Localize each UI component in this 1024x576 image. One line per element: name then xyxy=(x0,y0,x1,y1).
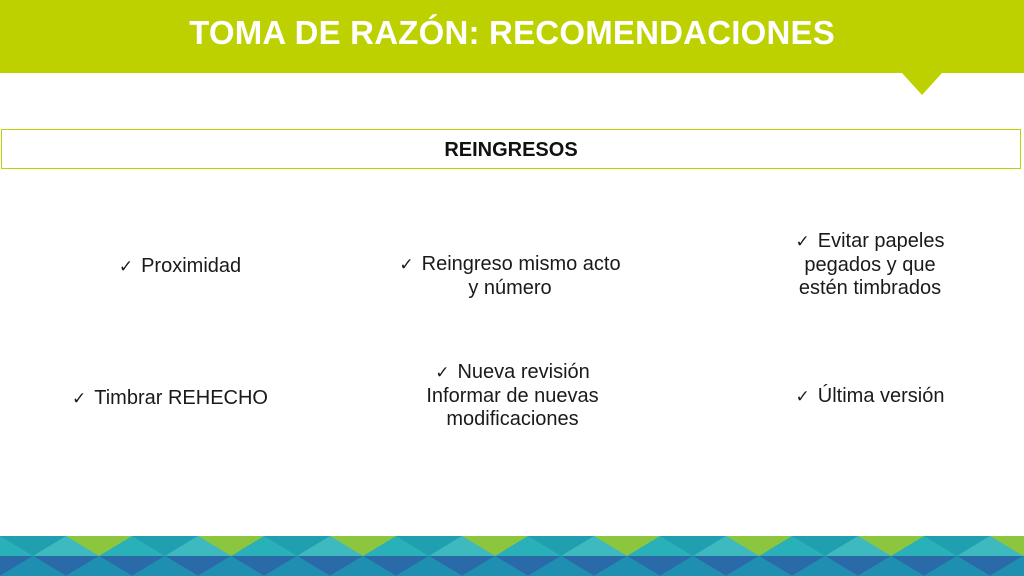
slide-title: TOMA DE RAZÓN: RECOMENDACIONES xyxy=(189,14,835,51)
checkmark-icon: ✓ xyxy=(795,232,810,252)
item-nueva-revision xyxy=(370,361,655,431)
item-timbrar-rehecho xyxy=(40,387,300,411)
item-text: modificaciones xyxy=(446,408,579,430)
checkmark-icon: ✓ xyxy=(795,387,810,407)
item-text: pegados y que xyxy=(804,254,936,276)
checkmark-icon: ✓ xyxy=(435,363,450,383)
item-evitar-papeles xyxy=(750,230,990,300)
item-ultima-version xyxy=(750,385,990,409)
title-bar xyxy=(0,0,1024,73)
section-heading: REINGRESOS xyxy=(444,139,578,161)
item-text: Evitar papeles xyxy=(817,230,945,252)
checkmark-icon: ✓ xyxy=(399,255,414,275)
item-text: Reingreso mismo acto xyxy=(421,253,621,275)
footer-pattern xyxy=(0,536,1024,576)
item-text: Nueva revisión xyxy=(457,361,590,383)
item-text: Informar de nuevas xyxy=(426,385,599,407)
item-text: Proximidad xyxy=(141,255,242,277)
item-proximidad xyxy=(70,255,290,279)
checkmark-icon: ✓ xyxy=(118,257,134,277)
section-heading-box xyxy=(1,129,1021,169)
item-text: estén timbrados xyxy=(798,277,942,299)
checkmark-icon: ✓ xyxy=(72,389,87,409)
item-text: y número xyxy=(468,277,552,299)
item-reingreso xyxy=(360,253,660,300)
title-notch-decoration xyxy=(902,73,942,95)
item-text: Timbrar REHECHO xyxy=(94,387,268,409)
item-text: Última versión xyxy=(817,385,945,407)
